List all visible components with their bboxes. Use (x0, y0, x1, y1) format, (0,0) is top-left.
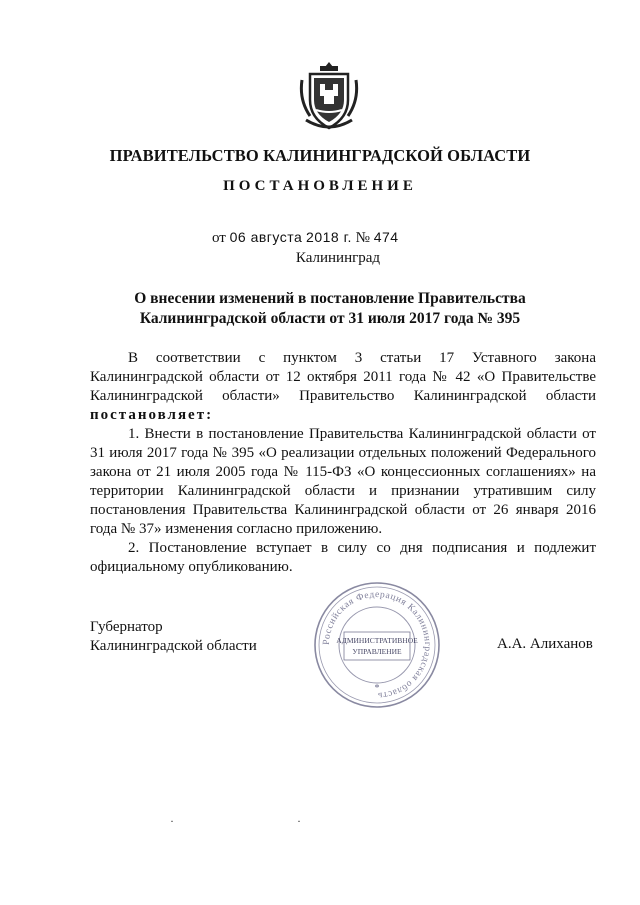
scan-specks: · · (170, 814, 361, 828)
item-2-paragraph: 2. Постановление вступает в силу со дня подписания и подлежит официальному опубликованию. (90, 540, 596, 575)
coat-of-arms-emblem (298, 60, 360, 132)
decrees-word: постановляет: (90, 407, 214, 423)
document-number: 474 (373, 229, 399, 245)
seal-star: * (374, 683, 380, 694)
intro-paragraph (90, 349, 596, 425)
document-type-heading: ПОСТАНОВЛЕНИЕ (223, 178, 417, 194)
seal-center-line-1: АДМИНИСТРАТИВНОЕ (336, 636, 418, 645)
intro-text: В соответствии с пунктом 3 статьи 17 Уставного закона Калининградской области от 12 октября 2011 года № 42 «О Правительстве Калининградской области» Правительство Калининградской области (90, 350, 596, 404)
position-line-1: Губернатор (90, 619, 163, 635)
document-subject (120, 289, 540, 329)
seal-center-line-2: УПРАВЛЕНИЕ (352, 647, 402, 656)
item-1-paragraph: 1. Внести в постановление Правительства Калининградской области от 31 июля 2017 года № 395 «О реализации отдельных положений Федерального закона от 21 июля 2005 года № 115-ФЗ «О концессионных соглашениях» на территории Калининградской области и признании утратившим силу постановления Правительства Калининградской области от 26 января 2016 года № 37» изменения согласно приложению. (90, 426, 596, 537)
number-sign: № (355, 230, 370, 246)
date-number-line (212, 229, 399, 247)
city-name: Калининград (295, 250, 381, 266)
position-line-2: Калининградской области (90, 638, 257, 654)
government-title: ПРАВИТЕЛЬСТВО КАЛИНИНГРАДСКОЙ ОБЛАСТИ (109, 146, 531, 165)
seal-ring-text: Российская Федерация Калининградская область (321, 589, 433, 701)
date-prefix: от (212, 230, 226, 246)
year-value: 2018 г. (306, 229, 352, 245)
signatory-position (90, 618, 257, 656)
subject-line-1: О внесении изменений в постановление Правительства (134, 290, 526, 307)
subject-line-2: Калининградской области от 31 июля 2017 года № 395 (139, 310, 521, 327)
date-value: 06 августа (229, 229, 303, 245)
official-seal-stamp (312, 580, 442, 710)
signatory-name: А.А. Алиханов (497, 636, 593, 652)
document-body (90, 349, 596, 577)
